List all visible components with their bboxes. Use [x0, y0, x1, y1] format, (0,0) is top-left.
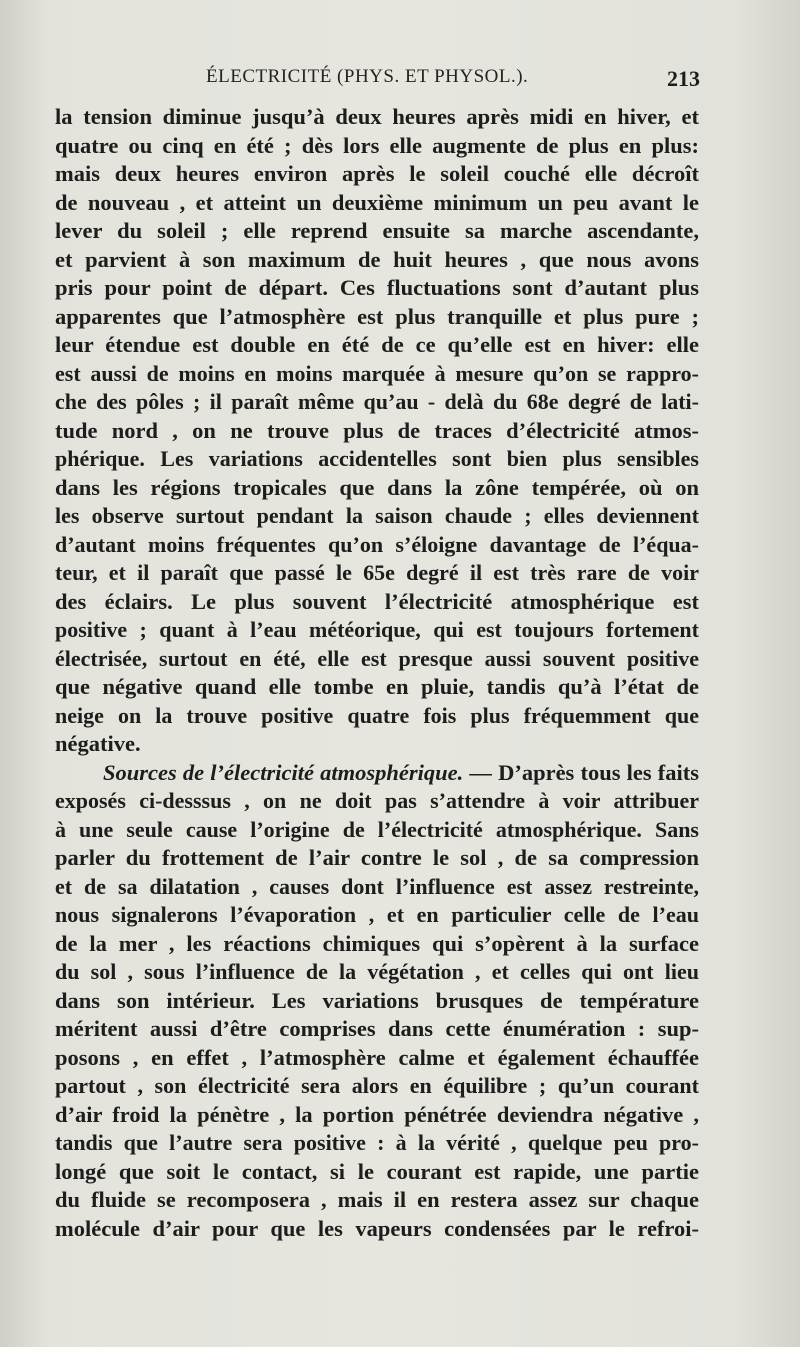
text-line: partout , son électricité sera alors en équilibre ; qu’un courant — [55, 1073, 699, 1098]
text-line: quatre ou cinq en été ; dès lors elle augmente de plus en plus: — [55, 132, 699, 158]
text-line: est aussi de moins en moins marquée à mesure qu’on se rappro- — [55, 360, 699, 386]
page-header — [56, 66, 700, 98]
text-line: et parvient à son maximum de huit heures , que nous avons — [55, 246, 699, 272]
text-line: des éclairs. Le plus souvent l’électricité atmosphérique est — [55, 588, 699, 614]
text-line: posons , en effet , l’atmosphère calme et également échauffée — [55, 1044, 699, 1070]
section-heading: Sources de l’électricité atmosphérique. — [103, 759, 464, 785]
text-line: positive ; quant à l’eau météorique, qui est toujours fortement — [55, 617, 699, 642]
text-line: longé que soit le contact, si le courant est rapide, une partie — [55, 1158, 699, 1184]
text-line: électrisée, surtout en été, elle est presque aussi souvent positive — [55, 645, 699, 671]
text-line: teur, et il paraît que passé le 65e degré il est très rare de voir — [55, 560, 699, 585]
text-line: et de sa dilatation , causes dont l’influence est assez restreinte, — [55, 873, 699, 899]
text-line: d’air froid la pénètre , la portion pénétrée deviendra négative , — [55, 1101, 699, 1127]
text-line: d’autant moins fréquentes qu’on s’éloigne davantage de l’équa- — [55, 531, 699, 557]
section-line-text: — D’après tous les faits — [463, 759, 699, 785]
text-line: leur étendue est double en été de ce qu’elle est en hiver: elle — [55, 332, 699, 357]
text-line: dans son intérieur. Les variations brusques de température — [55, 987, 699, 1013]
text-line: tandis que l’autre sera positive : à la vérité , quelque peu pro- — [55, 1130, 699, 1155]
text-line: neige on la trouve positive quatre fois plus fréquemment que — [55, 702, 699, 728]
text-line: apparentes que l’atmosphère est plus tranquille et plus pure ; — [55, 303, 699, 329]
text-line: dans les régions tropicales que dans la zône tempérée, où on — [55, 474, 699, 500]
text-line: parler du frottement de l’air contre le sol , de sa compression — [55, 845, 699, 870]
text-line: du fluide se recomposera , mais il en restera assez sur chaque — [55, 1187, 699, 1212]
text-line: que négative quand elle tombe en pluie, tandis qu’à l’état de — [55, 674, 699, 699]
section-line — [55, 759, 699, 788]
text-line: nous signalerons l’évaporation , et en particulier celle de l’eau — [55, 902, 699, 927]
text-line: phérique. Les variations accidentelles sont bien plus sensibles — [55, 446, 699, 471]
text-line: méritent aussi d’être comprises dans cette énumération : sup- — [55, 1016, 699, 1041]
text-line: à une seule cause l’origine de l’électricité atmosphérique. Sans — [55, 816, 699, 842]
page-number: 213 — [667, 66, 700, 91]
text-line: les observe surtout pendant la saison chaude ; elles deviennent — [55, 503, 699, 528]
body-text — [55, 103, 699, 1243]
text-line: che des pôles ; il paraît même qu’au - delà du 68e degré de lati- — [55, 389, 699, 414]
text-line: exposés ci-desssus , on ne doit pas s’attendre à voir attribuer — [55, 788, 699, 813]
text-line: la tension diminue jusqu’à deux heures après midi en hiver, et — [55, 104, 699, 129]
text-line: tude nord , on ne trouve plus de traces d’électricité atmos- — [55, 417, 699, 443]
text-line: mais deux heures environ après le soleil couché elle décroît — [55, 161, 699, 186]
running-title: ÉLECTRICITÉ (PHYS. ET PHYSOL.). — [206, 66, 529, 87]
text-line: pris pour point de départ. Ces fluctuations sont d’autant plus — [55, 275, 699, 300]
text-line: de nouveau , et atteint un deuxième minimum un peu avant le — [55, 189, 699, 215]
text-line: lever du soleil ; elle reprend ensuite sa marche ascendante, — [55, 218, 699, 243]
text-line: du sol , sous l’influence de la végétation , et celles qui ont lieu — [55, 959, 699, 984]
text-line: molécule d’air pour que les vapeurs condensées par le refroi- — [55, 1215, 699, 1241]
text-line: négative. — [55, 731, 141, 756]
text-line: de la mer , les réactions chimiques qui s’opèrent à la surface — [55, 930, 699, 956]
